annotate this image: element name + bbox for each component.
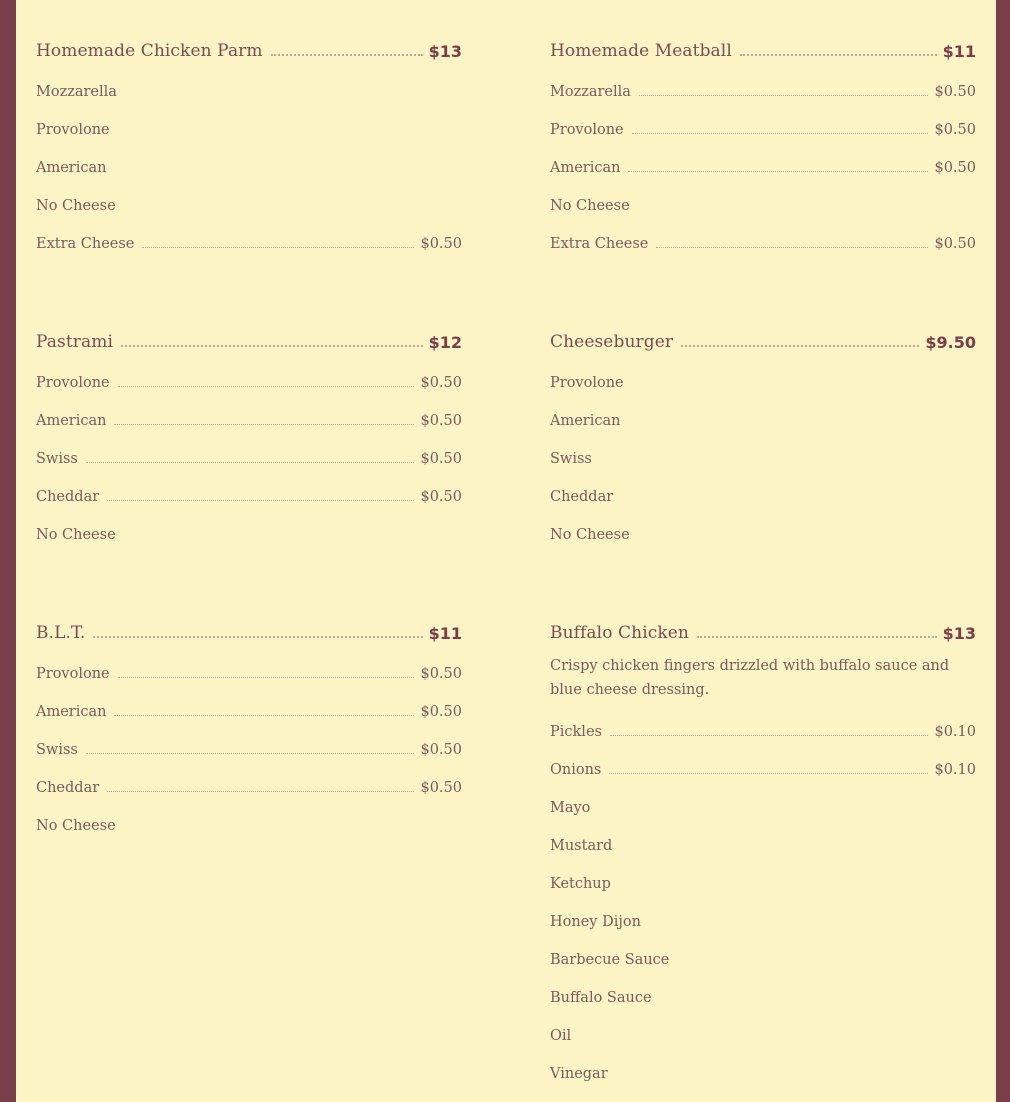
option-name: Cheddar xyxy=(36,489,100,505)
option-row[interactable] xyxy=(550,230,976,252)
option-name: Extra Cheese xyxy=(550,236,649,252)
menu-item-pastrami xyxy=(36,328,462,559)
option-name: No Cheese xyxy=(36,527,116,543)
dot-leader xyxy=(121,345,423,347)
option-name: Provolone xyxy=(36,666,110,682)
option-price: $0.10 xyxy=(934,762,976,778)
option-name: Pickles xyxy=(550,724,602,740)
option-row[interactable] xyxy=(550,870,976,892)
item-price: $11 xyxy=(428,624,462,643)
item-name: Homemade Chicken Parm xyxy=(36,41,263,61)
item-price: $13 xyxy=(942,624,976,643)
dot-leader xyxy=(114,424,414,425)
dot-leader xyxy=(86,753,415,754)
dot-leader xyxy=(142,247,414,248)
option-name: Buffalo Sauce xyxy=(550,990,652,1006)
option-row[interactable] xyxy=(36,116,462,138)
option-row[interactable] xyxy=(36,660,462,682)
option-name: American xyxy=(36,413,107,429)
menu-item-chicken-parm xyxy=(36,37,462,268)
option-row[interactable] xyxy=(550,908,976,930)
option-name: Provolone xyxy=(36,375,110,391)
item-name: Homemade Meatball xyxy=(550,41,732,61)
option-row[interactable] xyxy=(550,1060,976,1082)
dot-leader xyxy=(271,54,423,56)
item-name: B.L.T. xyxy=(36,623,86,643)
menu-item-cheeseburger xyxy=(550,328,976,559)
dot-leader xyxy=(632,133,929,134)
option-row[interactable] xyxy=(36,445,462,467)
option-row[interactable] xyxy=(550,116,976,138)
dot-leader xyxy=(118,677,415,678)
option-row[interactable] xyxy=(550,984,976,1006)
option-name: American xyxy=(36,160,107,176)
item-price: $9.50 xyxy=(925,333,976,352)
option-row[interactable] xyxy=(550,369,976,391)
menu-item-meatball xyxy=(550,37,976,268)
option-price: $0.50 xyxy=(420,451,462,467)
option-price: $0.50 xyxy=(420,780,462,796)
option-row[interactable] xyxy=(36,483,462,505)
option-name: Swiss xyxy=(36,451,78,467)
option-name: No Cheese xyxy=(550,198,630,214)
option-name: American xyxy=(550,413,621,429)
menu-sheet xyxy=(16,0,996,1102)
option-name: No Cheese xyxy=(550,527,630,543)
option-row[interactable] xyxy=(36,774,462,796)
item-name: Cheeseburger xyxy=(550,332,674,352)
option-price: $0.50 xyxy=(934,160,976,176)
dot-leader xyxy=(114,715,414,716)
dot-leader xyxy=(628,171,928,172)
option-name: Ketchup xyxy=(550,876,611,892)
option-name: No Cheese xyxy=(36,198,116,214)
option-name: American xyxy=(36,704,107,720)
option-row[interactable] xyxy=(36,230,462,252)
option-row[interactable] xyxy=(36,521,462,543)
item-description: Crispy chicken fingers drizzled with buffalo sauce and blue cheese dressing. xyxy=(550,658,950,698)
option-row[interactable] xyxy=(550,154,976,176)
option-row[interactable] xyxy=(36,812,462,834)
option-name: Honey Dijon xyxy=(550,914,641,930)
menu-item-blt xyxy=(36,619,462,850)
option-price: $0.50 xyxy=(420,666,462,682)
option-name: Mozzarella xyxy=(550,84,631,100)
dot-leader xyxy=(610,735,929,736)
option-row[interactable] xyxy=(550,483,976,505)
dot-leader xyxy=(86,462,415,463)
option-price: $0.50 xyxy=(420,742,462,758)
option-row[interactable] xyxy=(550,946,976,968)
dot-leader xyxy=(681,345,919,347)
option-name: Mayo xyxy=(550,800,591,816)
option-name: Cheddar xyxy=(36,780,100,796)
option-row[interactable] xyxy=(36,736,462,758)
option-row[interactable] xyxy=(550,192,976,214)
item-name: Buffalo Chicken xyxy=(550,623,689,643)
option-row[interactable] xyxy=(36,192,462,214)
item-header xyxy=(550,619,976,643)
option-price: $0.50 xyxy=(420,413,462,429)
option-row[interactable] xyxy=(550,521,976,543)
option-row[interactable] xyxy=(550,445,976,467)
option-name: Mustard xyxy=(550,838,613,854)
option-row[interactable] xyxy=(36,154,462,176)
option-name: Vinegar xyxy=(550,1066,608,1082)
item-name: Pastrami xyxy=(36,332,113,352)
dot-leader xyxy=(107,500,414,501)
option-row[interactable] xyxy=(550,756,976,778)
option-name: Cheddar xyxy=(550,489,614,505)
option-price: $0.10 xyxy=(934,724,976,740)
dot-leader xyxy=(740,54,937,56)
dot-leader xyxy=(697,636,937,638)
option-name: Mozzarella xyxy=(36,84,117,100)
menu-item-buffalo-chicken xyxy=(550,619,976,1098)
option-price: $0.50 xyxy=(934,84,976,100)
option-name: No Cheese xyxy=(36,818,116,834)
option-price: $0.50 xyxy=(420,704,462,720)
option-row[interactable] xyxy=(550,718,976,740)
item-header xyxy=(36,619,462,643)
dot-leader xyxy=(107,791,414,792)
option-row[interactable] xyxy=(550,794,976,816)
option-price: $0.50 xyxy=(420,489,462,505)
option-row[interactable] xyxy=(550,78,976,100)
dot-leader xyxy=(118,386,415,387)
option-name: Swiss xyxy=(550,451,592,467)
option-row[interactable] xyxy=(550,407,976,429)
option-row[interactable] xyxy=(36,698,462,720)
option-price: $0.50 xyxy=(420,236,462,252)
option-row[interactable] xyxy=(550,1022,976,1044)
item-header xyxy=(36,328,462,352)
option-row[interactable] xyxy=(36,78,462,100)
item-price: $13 xyxy=(428,42,462,61)
dot-leader xyxy=(656,247,928,248)
option-name: Swiss xyxy=(36,742,78,758)
option-row[interactable] xyxy=(36,407,462,429)
dot-leader xyxy=(93,636,422,638)
option-name: Onions xyxy=(550,762,602,778)
item-price: $11 xyxy=(942,42,976,61)
option-name: Provolone xyxy=(36,122,110,138)
item-header xyxy=(550,37,976,61)
option-name: Oil xyxy=(550,1028,572,1044)
option-name: American xyxy=(550,160,621,176)
dot-leader xyxy=(639,95,929,96)
option-row[interactable] xyxy=(36,369,462,391)
item-header xyxy=(550,328,976,352)
option-name: Provolone xyxy=(550,122,624,138)
dot-leader xyxy=(609,773,928,774)
option-price: $0.50 xyxy=(934,236,976,252)
item-header xyxy=(36,37,462,61)
option-price: $0.50 xyxy=(420,375,462,391)
item-price: $12 xyxy=(428,333,462,352)
option-price: $0.50 xyxy=(934,122,976,138)
option-name: Provolone xyxy=(550,375,624,391)
option-name: Barbecue Sauce xyxy=(550,952,670,968)
option-name: Extra Cheese xyxy=(36,236,135,252)
option-row[interactable] xyxy=(550,832,976,854)
